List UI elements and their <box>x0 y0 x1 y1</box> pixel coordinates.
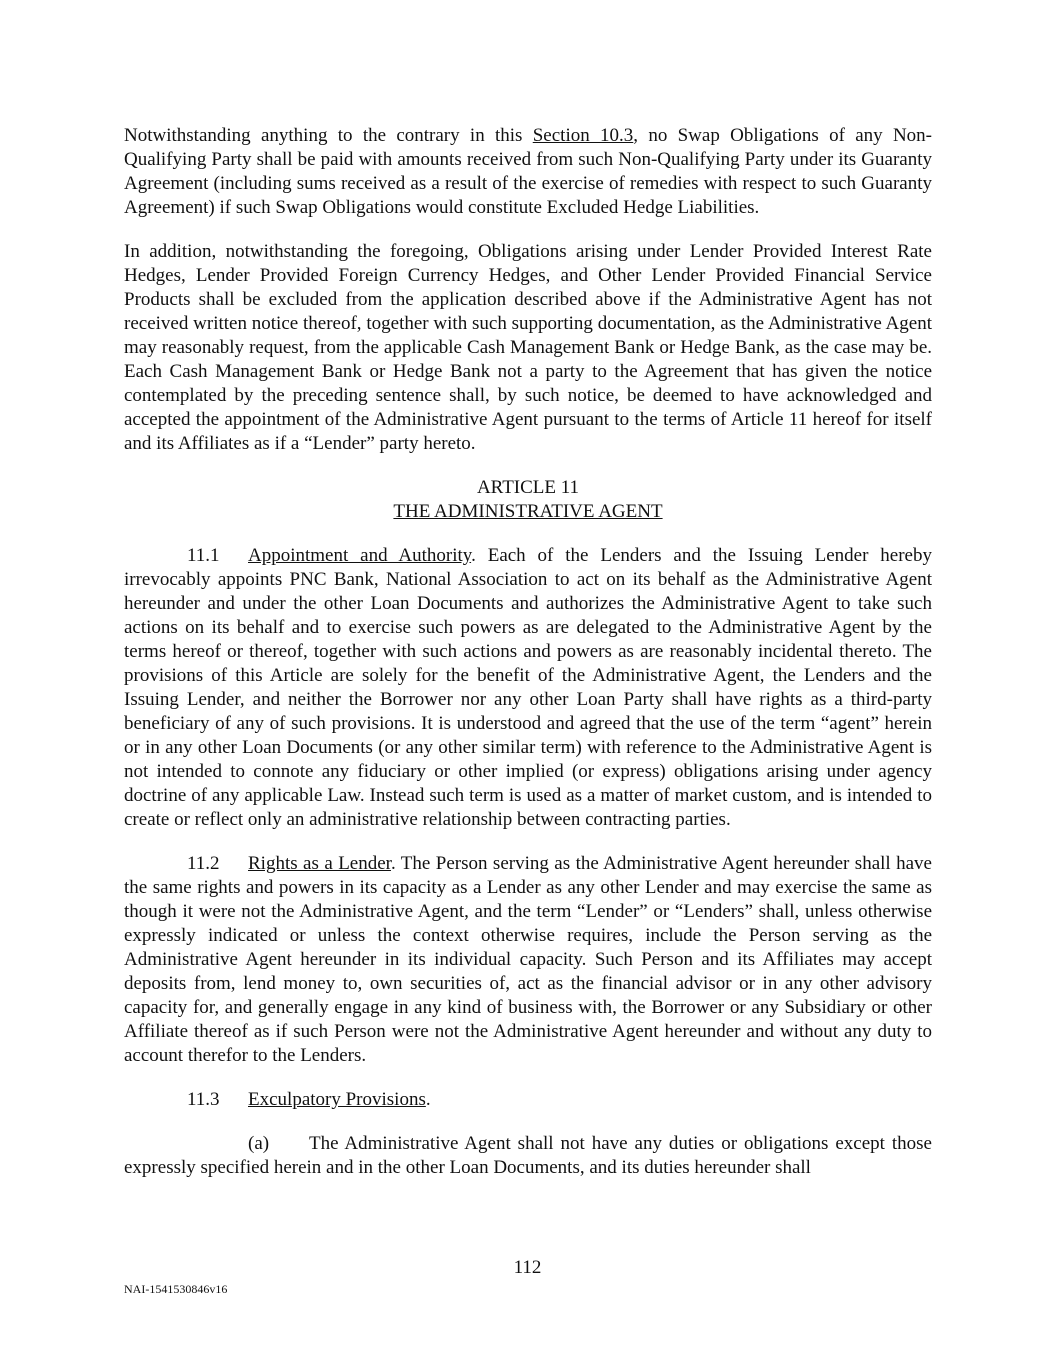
section-reference-link: Section 10.3 <box>532 125 634 146</box>
section-11-2 <box>124 852 932 1068</box>
section-number: 11.2 <box>187 853 220 874</box>
paragraph-lender-provided-hedges: In addition, notwithstanding the foregoing, Obligations arising under Lender Provided Interest Rate Hedges, Lender Provided Foreign Currency Hedges, and Other Lender Provided Financial Service Products shall be excluded from the application described above if the Administrative Agent has not received written notice thereof, together with such supporting documentation, as the Administrative Agent may reasonably request, from the applicable Cash Management Bank or Hedge Bank, as the case may be. Each Cash Management Bank or Hedge Bank not a party to the Agreement that has given the notice contemplated by the preceding sentence shall, by such notice, be deemed to have acknowledged and accepted the appointment of the Administrative Agent pursuant to the terms of Article 11 hereof for itself and its Affiliates as if a “Lender” party hereto. <box>124 241 932 454</box>
subsection-body: The Administrative Agent shall not have any duties or obligations except those expressly specified herein and in the other Loan Documents, and its duties hereunder shall <box>124 1133 932 1178</box>
paragraph-text: , no Swap Obligations of any Non-Qualifying Party shall be paid with amounts received from such Non-Qualifying Party under its Guaranty Agreement (including sums received as a result of the exercise of remedies with respect to such Guaranty Agreement) if such Swap Obligations would constitute Excluded Hedge Liabilities. <box>124 125 932 218</box>
article-title: THE ADMINISTRATIVE AGENT <box>393 501 663 522</box>
section-title-end: . <box>425 1089 431 1110</box>
section-body: . The Person serving as the Administrative Agent hereunder shall have the same rights and powers in its capacity as a Lender as any other Lender and may exercise the same as though it were not the Administrative Agent, and the term “Lender” or “Lenders” shall, unless otherwise expressly indicated or unless the context otherwise requires, include the Person serving as the Administrative Agent hereunder in its individual capacity. Such Person and its Affiliates may accept deposits from, lend money to, own securities of, act as the financial advisor or in any other advisory capacity for, and generally engage in any kind of business with, the Borrower or any Subsidiary or other Affiliate thereof as if such Person were not the Administrative Agent hereunder and without any duty to account therefor to the Lenders. <box>124 853 932 1066</box>
section-title: Appointment and Authority <box>248 545 472 566</box>
section-number: 11.3 <box>187 1089 220 1110</box>
article-number: ARTICLE 11 <box>476 477 580 498</box>
section-11-1 <box>124 544 932 832</box>
section-title: Rights as a Lender <box>248 853 391 874</box>
section-11-3 <box>124 1088 932 1112</box>
section-title: Exculpatory Provisions <box>248 1089 426 1110</box>
section-body: . Each of the Lenders and the Issuing Lender hereby irrevocably appoints PNC Bank, National Association to act on its behalf as the Administrative Agent hereunder and under the other Loan Documents and authorizes the Administrative Agent to take such actions on its behalf and to exercise such powers as are delegated to the Administrative Agent by the terms hereof or thereof, together with such actions and powers as are reasonably incidental thereto. The provisions of this Article are solely for the benefit of the Administrative Agent, the Lenders and the Issuing Lender, and neither the Borrower nor any other Loan Party shall have rights as a third-party beneficiary of any of such provisions. It is understood and agreed that the use of the term “agent” herein or in any other Loan Documents (or any other similar term) with reference to the Administrative Agent is not intended to connote any fiduciary or other implied (or express) obligations arising under agency doctrine of any applicable Law. Instead such term is used as a matter of market custom, and is intended to create or reflect only an administrative relationship between contracting parties. <box>124 545 932 830</box>
document-id: NAI-1541530846v16 <box>124 1282 228 1296</box>
paragraph-swap-obligations <box>124 124 932 220</box>
section-11-3-a <box>124 1132 932 1180</box>
page-number: 112 <box>513 1257 542 1278</box>
paragraph-text: Notwithstanding anything to the contrary in this <box>124 125 533 146</box>
article-heading <box>124 476 932 524</box>
section-number: 11.1 <box>187 545 220 566</box>
document-page <box>124 124 932 1180</box>
subsection-label: (a) <box>248 1133 270 1154</box>
